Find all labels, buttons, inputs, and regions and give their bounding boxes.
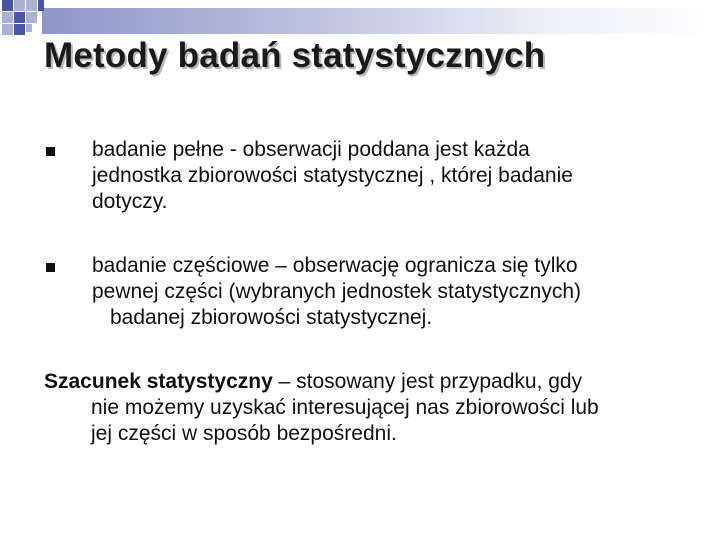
decor-square bbox=[26, 12, 37, 23]
decor-square bbox=[14, 24, 25, 35]
decor-square bbox=[38, 0, 44, 11]
text-line: nie możemy uzyskać interesującej nas zbiorowości lub bbox=[91, 396, 599, 419]
bullet-marker bbox=[46, 263, 55, 272]
text-line: pewnej części (wybranych jednostek statystycznych) bbox=[92, 280, 582, 303]
definition-first-line bbox=[44, 369, 599, 395]
text-line: badanie częściowe – obserwację ogranicza się tylko bbox=[92, 254, 578, 277]
text-line: dotyczy. bbox=[92, 190, 168, 213]
definition-text: – stosowany jest przypadku, gdy bbox=[272, 370, 583, 393]
text-line: badanie pełne - obserwacji poddana jest każda bbox=[92, 138, 530, 161]
decor-square bbox=[14, 0, 25, 11]
slide-title: Metody badań statystycznych bbox=[44, 36, 546, 75]
text-line: jej części w sposób bezpośredni. bbox=[91, 422, 397, 445]
definition-paragraph bbox=[44, 369, 599, 447]
text-line: jednostka zbiorowości statystycznej , której badanie bbox=[92, 164, 573, 187]
definition-term: Szacunek statystyczny bbox=[44, 370, 273, 393]
text-line: badanej zbiorowości statystycznej. bbox=[110, 306, 433, 329]
decor-square bbox=[26, 0, 37, 11]
decor-square bbox=[2, 12, 13, 23]
bullet-text-full-survey bbox=[92, 137, 573, 215]
bullet-marker bbox=[46, 147, 55, 156]
decor-square bbox=[14, 12, 25, 23]
decor-square bbox=[2, 24, 13, 35]
bullet-text-partial-survey bbox=[92, 253, 581, 331]
header-gradient-band bbox=[42, 8, 720, 34]
decor-square bbox=[26, 24, 32, 32]
decor-square bbox=[2, 0, 13, 11]
